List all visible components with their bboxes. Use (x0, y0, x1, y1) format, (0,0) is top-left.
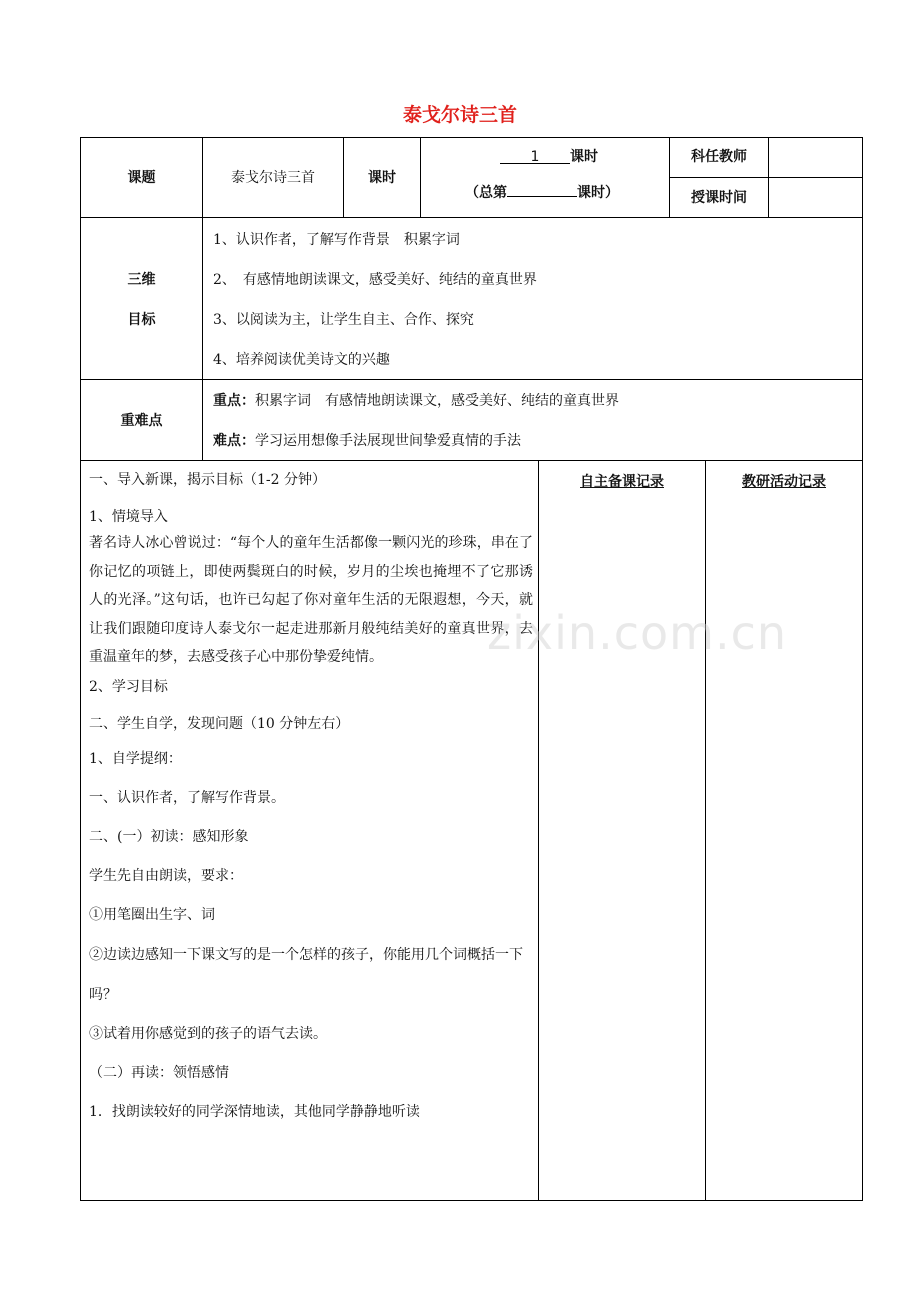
watermark: zixin.com.cn (487, 606, 788, 660)
total-close: 课时） (577, 185, 619, 201)
period-unit: 课时 (570, 149, 598, 165)
goal-item-2: 2、 有感情地朗读课文，感受美好、纯结的童真世界 (213, 272, 537, 288)
key-point (213, 391, 853, 411)
goal-item-3: 3、以阅读为主，让学生自主、合作、探究 (213, 312, 474, 328)
goals-label-line1: 三维 (127, 272, 156, 288)
total-period (465, 180, 665, 203)
period-count (500, 147, 660, 167)
difficulty-text: 学习运用想像手法展现世间挚爱真情的手法 (255, 433, 521, 449)
time-label: 授课时间 (691, 190, 747, 206)
outline-item-second-read: （二）再读：领悟感情 (89, 1064, 229, 1081)
table-border-top (80, 137, 863, 138)
keypoints-label: 重难点 (120, 413, 163, 429)
second-read-step-1: 1．找朗读较好的同学深情地读，其他同学静静地听读 (89, 1103, 420, 1120)
teacher-label: 科任教师 (691, 149, 747, 165)
requirement-2: ②边读边感知一下课文写的是一个怎样的孩子，你能用几个词概括一下吗？ (89, 946, 523, 1003)
section-intro: 一、导入新课，揭示目标（1-2 分钟） (89, 472, 326, 488)
row-divider-header-right (669, 177, 863, 178)
goal-item-4: 4、培养阅读优美诗文的兴趣 (213, 352, 390, 368)
total-blank (507, 180, 577, 197)
key-point-label: 重点： (213, 393, 255, 409)
col-divider-3 (420, 137, 421, 218)
period-label: 课时 (368, 170, 396, 186)
col-divider-5 (768, 137, 769, 218)
difficulty-point (213, 431, 853, 451)
table-border-left (80, 137, 81, 1201)
col-divider-body-1 (538, 460, 539, 1201)
self-prep-heading: 自主备课记录 (580, 474, 664, 490)
goals-label-line2: 目标 (127, 312, 156, 328)
total-open: （总第 (465, 185, 507, 201)
section-self-study: 二、学生自学，发现问题（10 分钟左右） (89, 715, 350, 732)
self-study-outline: 1、自学提纲： (89, 750, 182, 767)
lesson-body (89, 467, 533, 1126)
row-divider-keypoints (80, 460, 863, 461)
table-border-right (862, 137, 863, 1201)
requirement-1: ①用笔圈出生字、词 (89, 906, 215, 923)
document-title: 泰戈尔诗三首 (402, 104, 517, 126)
requirement-3: ③试着用你感觉到的孩子的语气去读。 (89, 1025, 327, 1042)
topic-value: 泰戈尔诗三首 (231, 170, 315, 186)
topic-label: 课题 (127, 170, 156, 186)
period-number: 1 (500, 147, 570, 164)
research-heading: 教研活动记录 (742, 474, 826, 490)
table-border-bottom (80, 1200, 863, 1201)
subsection-situation: 1、情境导入 (89, 509, 168, 525)
goal-item-1: 1、认识作者，了解写作背景 积累字词 (213, 232, 460, 248)
key-point-text: 积累字词 有感情地朗读课文，感受美好、纯结的童真世界 (255, 393, 619, 409)
reading-requirement: 学生先自由朗读，要求： (89, 867, 243, 884)
outline-item-first-read: 二、(一）初读：感知形象 (89, 828, 249, 845)
subsection-goals: 2、学习目标 (89, 678, 168, 695)
outline-item-author: 一、认识作者，了解写作背景。 (89, 789, 285, 806)
difficulty-label: 难点： (213, 433, 255, 449)
col-divider-body-2 (705, 460, 706, 1201)
row-divider-header (80, 217, 863, 218)
intro-paragraph: 著名诗人冰心曾说过：“每个人的童年生活都像一颗闪光的珍珠，串在了你记忆的项链上，即使两鬓斑白的时候，岁月的尘埃也掩埋不了它那诱人的光泽。”这句话，也许已勾起了你对童年生活的无限遐想，今天，就让我们跟随印度诗人泰戈尔一起走进那新月般纯结美好的童真世界，去重温童年的梦，去感受孩子心中那份挚爱纯情。 (89, 535, 533, 665)
row-divider-goals (80, 379, 863, 380)
